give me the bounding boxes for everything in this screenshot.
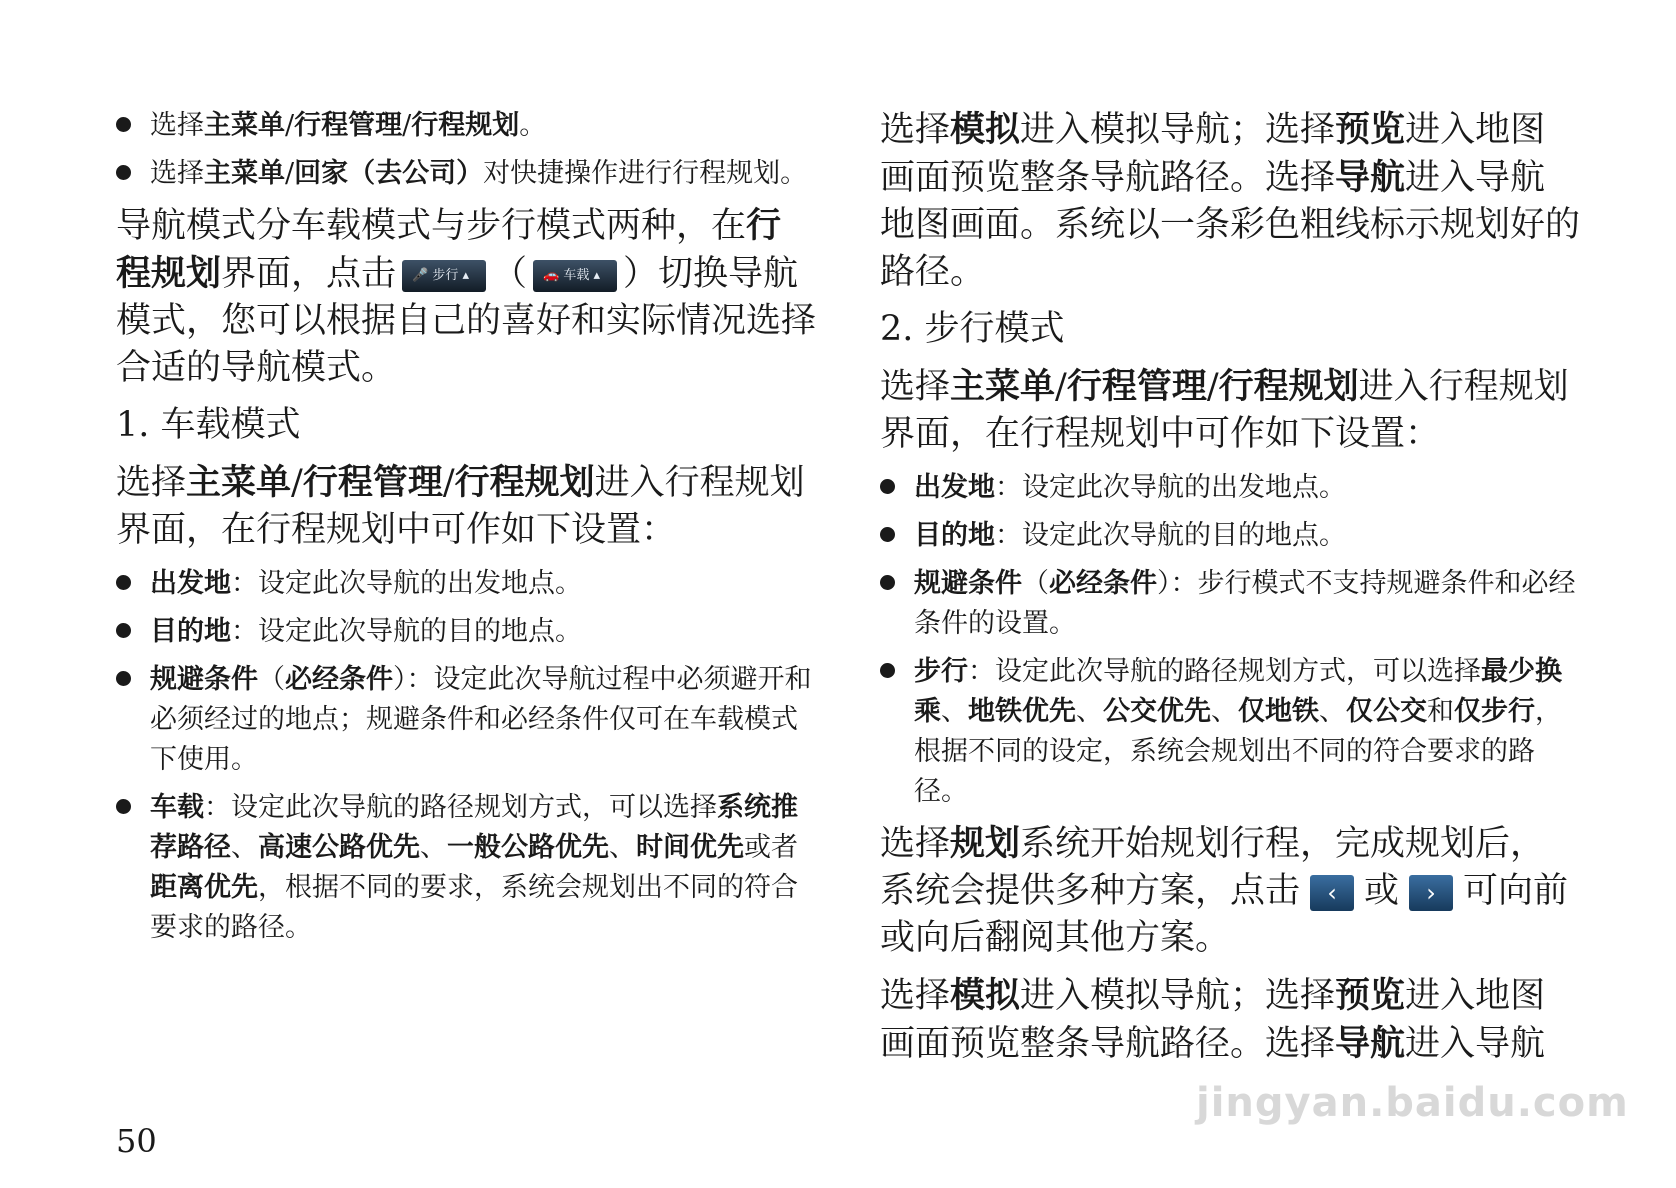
bullet-text <box>150 110 546 141</box>
text-segment: / <box>1206 367 1219 407</box>
text-segment: / <box>291 463 303 503</box>
text-segment: ）：步行模式不支持规避条件和必经条件的设置。 <box>914 568 1576 639</box>
text-segment: 选择 <box>880 824 951 864</box>
text-segment: 选择 <box>880 976 951 1016</box>
text-segment: （ <box>258 664 285 695</box>
left-column <box>116 106 816 956</box>
text-segment: 导航模式分车载模式与步行模式两种，在 <box>116 206 747 246</box>
bullet-text <box>914 520 1346 551</box>
bullet-item <box>116 154 816 194</box>
bullet-dot <box>116 623 131 638</box>
text-segment: 选择 <box>150 110 204 141</box>
bold-term: 主菜单 <box>204 158 285 189</box>
bullet-dot <box>880 479 895 494</box>
page-number: 50 <box>116 1122 157 1160</box>
text-segment: 、 <box>1076 696 1103 727</box>
mode-intro-paragraph <box>116 202 816 392</box>
bold-term: 系统推荐路径 <box>150 792 798 863</box>
bold-term: 必经条件 <box>285 664 393 695</box>
bold-term: 行程规划 <box>411 110 520 141</box>
bold-term: 仅地铁 <box>1238 696 1319 727</box>
bold-term: 导航 <box>1335 157 1406 198</box>
right-column <box>880 106 1580 1078</box>
text-segment: 、 <box>1211 696 1238 727</box>
bullet-dot <box>116 799 131 814</box>
text-segment: 。 <box>519 110 547 141</box>
text-segment: 选择 <box>880 110 951 150</box>
text-segment: 、 <box>420 832 447 863</box>
text-segment: 进入地图画面预览整条导航路径。选择 <box>880 110 1546 198</box>
bold-term: 导航 <box>1335 1023 1406 1064</box>
bold-term: 规避条件 <box>150 664 258 695</box>
bullet-text <box>150 616 582 647</box>
text-segment: 选择 <box>150 158 204 189</box>
text-segment: ：设定此次导航的路径规划方式，可以选择 <box>968 656 1481 687</box>
bold-term: 时间优先 <box>636 832 744 863</box>
text-segment: 和 <box>1427 696 1454 727</box>
bold-term: 最少换乘 <box>914 656 1562 727</box>
chevron-left-icon: ‹ <box>1310 875 1354 911</box>
bold-term: 规避条件 <box>914 568 1022 599</box>
bold-term: 车载 <box>150 792 204 823</box>
bold-term: 行程管理 <box>302 462 443 503</box>
text-segment: ，根据不同的要求，系统会规划出不同的符合要求的路径。 <box>150 872 798 943</box>
bullet-dot <box>880 575 895 590</box>
bold-term: 行程规划 <box>454 462 595 503</box>
section-heading-walk: 2. 步行模式 <box>880 309 1065 349</box>
text-segment: 进入导航地图画面。系统以一条彩色粗线标示规划好的路径。 <box>880 158 1581 292</box>
plan-text-b: 可向前或向后翻阅其他方案。 <box>880 871 1569 958</box>
text-segment: 进入模拟导航；选择 <box>1020 976 1336 1016</box>
bullet-list-top <box>116 106 816 194</box>
bold-term: 规划 <box>950 823 1021 864</box>
section-heading-car: 1. 车载模式 <box>116 405 301 445</box>
bullet-dot <box>880 527 895 542</box>
text-segment: 对快捷操作进行行程规划。 <box>483 158 808 189</box>
car-mode-button-image: 🚗 车载 ▴ <box>533 260 617 292</box>
bullet-item <box>116 660 816 780</box>
bullet-item <box>880 652 1580 812</box>
bold-term: 公交优先 <box>1103 696 1211 727</box>
car-mode-button-label: 车载 <box>563 267 590 283</box>
bold-term: 出发地 <box>150 568 231 599</box>
bold-term: 回家（去公司） <box>294 158 484 189</box>
bold-term: 出发地 <box>914 472 995 503</box>
text-segment: 进入行程规划界面，在行程规划中可作如下设置： <box>880 367 1569 454</box>
bullet-text <box>914 656 1562 807</box>
car-mode-paragraph <box>116 459 816 554</box>
bold-term: 行程规划 <box>116 205 782 294</box>
bold-term: 主菜单 <box>204 110 285 141</box>
bold-term: 预览 <box>1335 109 1406 150</box>
bold-term: 必经条件 <box>1049 568 1157 599</box>
text-segment: 进入模拟导航；选择 <box>1020 110 1336 150</box>
text-segment: ：设定此次导航的路径规划方式，可以选择 <box>204 792 717 823</box>
or-text: 或 <box>1364 871 1400 911</box>
text-segment: 、 <box>231 832 258 863</box>
paren-open: （ <box>492 254 528 294</box>
bold-term: 一般公路优先 <box>447 832 609 863</box>
bullet-item <box>880 516 1580 556</box>
bold-term: 高速公路优先 <box>258 832 420 863</box>
bullet-dot <box>116 117 131 132</box>
bold-term: 模拟 <box>950 109 1021 150</box>
bullet-text <box>150 792 798 943</box>
text-segment: ：设定此次导航的出发地点。 <box>231 568 582 599</box>
bold-term: 目的地 <box>914 520 995 551</box>
text-segment: ）：设定此次导航过程中必须避开和必须经过的地点；规避条件和必经条件仅可在车载模式下使用。 <box>150 664 812 775</box>
bullet-text <box>150 664 812 775</box>
bullet-text <box>914 472 1346 503</box>
bold-term: 地铁优先 <box>968 696 1076 727</box>
text-segment: ：设定此次导航的出发地点。 <box>995 472 1346 503</box>
bold-term: 行程规划 <box>1218 366 1359 407</box>
bullet-item <box>880 564 1580 644</box>
simulate-paragraph <box>880 106 1580 296</box>
bullet-dot <box>880 663 895 678</box>
text-segment: 选择 <box>116 463 187 503</box>
bullet-item <box>116 788 816 948</box>
bullet-item <box>116 106 816 146</box>
bold-term: 仅步行 <box>1454 696 1535 727</box>
simulate-paragraph-repeat <box>880 972 1580 1068</box>
text-segment: ：设定此次导航的目的地点。 <box>995 520 1346 551</box>
bullet-item <box>116 612 816 652</box>
walk-mode-paragraph <box>880 363 1580 458</box>
text-segment: / <box>285 110 295 141</box>
bullet-text <box>150 568 582 599</box>
bullet-text <box>150 158 807 189</box>
text-segment: / <box>442 463 455 503</box>
bold-term: 目的地 <box>150 616 231 647</box>
mode-intro-text-b: ）切换导航模式，您可以根据自己的喜好和实际情况选择合适的导航模式。 <box>116 254 817 388</box>
text-segment: 系统开始规划行程，完成规划后，系统会提供多种方案，点击 <box>880 824 1546 911</box>
bullet-list-car <box>116 564 816 948</box>
text-segment: ：设定此次导航的目的地点。 <box>231 616 582 647</box>
text-segment: 、 <box>609 832 636 863</box>
bullet-item <box>116 564 816 604</box>
walk-mode-button-image: 🎤 步行 ▴ <box>402 260 486 292</box>
bold-term: 行程管理 <box>1066 366 1207 407</box>
bold-term: 模拟 <box>950 975 1021 1016</box>
text-segment: 选择 <box>880 367 951 407</box>
text-segment: ，根据不同的设定，系统会规划出不同的符合要求的路径。 <box>914 696 1562 807</box>
text-segment: / <box>402 110 412 141</box>
walk-mode-button-label: 步行 <box>432 267 459 283</box>
bold-term: 步行 <box>914 656 968 687</box>
bold-term: 仅公交 <box>1346 696 1427 727</box>
text-segment: / <box>285 158 295 189</box>
bold-term: 预览 <box>1335 975 1406 1016</box>
text-segment: 进入地图画面预览整条导航路径。选择 <box>880 976 1546 1064</box>
text-segment: （ <box>1022 568 1049 599</box>
text-segment: 界面，点击 <box>221 254 397 294</box>
text-segment: 、 <box>941 696 968 727</box>
chevron-right-icon: › <box>1409 875 1453 911</box>
text-segment: 进入导航 <box>1405 1024 1546 1064</box>
bullet-item <box>880 468 1580 508</box>
bullet-dot <box>116 165 131 180</box>
bold-term: 距离优先 <box>150 872 258 903</box>
bold-term: 主菜单 <box>186 462 292 503</box>
bold-term: 主菜单 <box>950 366 1056 407</box>
bullet-list-walk <box>880 468 1580 812</box>
bullet-dot <box>116 575 131 590</box>
text-segment: 、 <box>1319 696 1346 727</box>
bullet-dot <box>116 671 131 686</box>
bullet-text <box>914 568 1576 639</box>
text-segment: 进入行程规划界面，在行程规划中可作如下设置： <box>116 463 805 550</box>
text-segment: / <box>1055 367 1067 407</box>
watermark: jingyan.baidu.com <box>1196 1080 1629 1126</box>
plan-paragraph <box>880 820 1580 962</box>
bold-term: 行程管理 <box>294 110 403 141</box>
text-segment: 或者 <box>744 832 798 863</box>
